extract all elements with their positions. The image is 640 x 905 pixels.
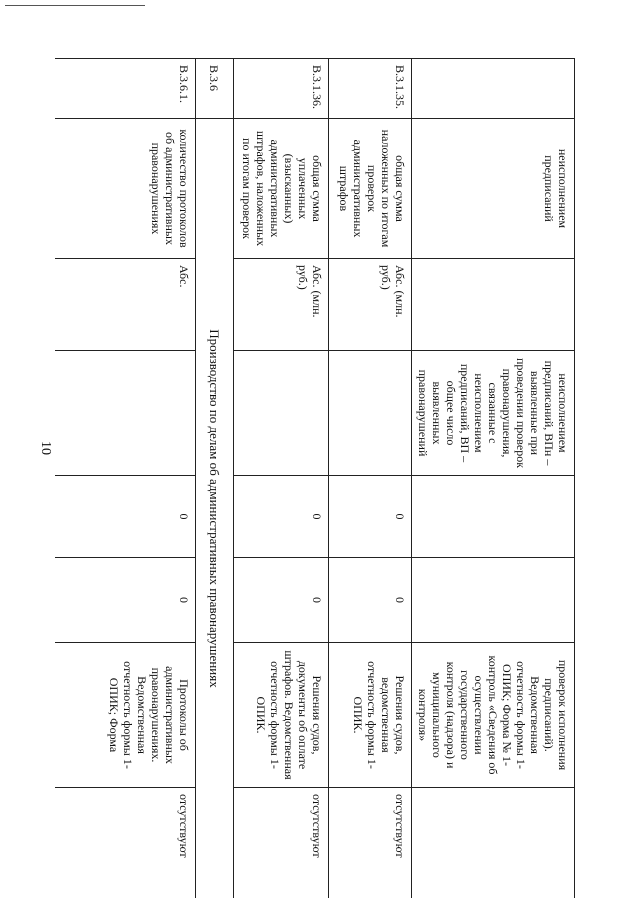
section-id: В.3.6 xyxy=(196,59,234,119)
formula-cell xyxy=(329,351,412,476)
table-row xyxy=(55,59,196,899)
formula-cell xyxy=(234,351,329,476)
table-row xyxy=(412,59,575,899)
indicator-name: общая сумма уплаченных (взысканных) административных штрафов, наложенных по итогам проверок xyxy=(234,119,329,259)
section-title: Производство по делам об административных правонарушениях xyxy=(196,119,234,899)
note-cell: отсутствуют xyxy=(329,788,412,899)
unit-cell: Абс. (млн. руб.) xyxy=(329,259,412,351)
unit-cell: Абс. (млн. руб.) xyxy=(234,259,329,351)
row-id: В.3.1.35. xyxy=(329,59,412,119)
note-cell: отсутствуют xyxy=(234,788,329,899)
value-cell-2: 0 xyxy=(55,558,196,643)
source-cell: Решения судов, документы об оплате штрафов. Ведомственная отчетность формы 1-ОПИК. xyxy=(234,643,329,788)
top-rule xyxy=(5,5,145,6)
table-row xyxy=(329,59,412,899)
value-cell-2: 0 xyxy=(234,558,329,643)
value-cell-1: 0 xyxy=(55,476,196,558)
row-id: В.3.1.36. xyxy=(234,59,329,119)
value-cell-1 xyxy=(412,476,575,558)
unit-cell xyxy=(412,259,575,351)
indicator-name: неисполнением предписаний xyxy=(412,119,575,259)
source-cell: Решения судов, ведомственная отчетность формы 1-ОПИК. xyxy=(329,643,412,788)
row-id xyxy=(412,59,575,119)
indicator-name: общая сумма наложенных по итогам проверок административных штрафов xyxy=(329,119,412,259)
rotated-page xyxy=(55,58,575,898)
note-cell: отсутствуют xyxy=(55,788,196,899)
formula-cell xyxy=(55,351,196,476)
value-cell-1: 0 xyxy=(329,476,412,558)
section-row xyxy=(196,59,234,899)
source-cell: Протоколы об административных правонарушениях. Ведомственная отчетность формы 1-ОПИК; Форма xyxy=(55,643,196,788)
page-number: 10 xyxy=(38,441,53,455)
formula-cell: неисполнением предписаний, ВПн – выявленные при проведении проверок правонарушения, связанные с неисполнением предписаний, ВП – общее число выявленных правонарушений xyxy=(412,351,575,476)
value-cell-1: 0 xyxy=(234,476,329,558)
note-cell xyxy=(412,788,575,899)
unit-cell: Абс. xyxy=(55,259,196,351)
indicator-name: количество протоколов об административных правонарушениях xyxy=(55,119,196,259)
table-row xyxy=(234,59,329,899)
row-id: В.3.6.1. xyxy=(55,59,196,119)
value-cell-2: 0 xyxy=(329,558,412,643)
indicators-table xyxy=(55,58,575,898)
table-page xyxy=(55,58,575,898)
value-cell-2 xyxy=(412,558,575,643)
source-cell: проверок исполнения предписаний). Ведомственная отчетность формы 1-ОПИК; Форма № 1-контроль «Сведения об осуществлении государственного контроля (надзора) и муниципального контроля» xyxy=(412,643,575,788)
